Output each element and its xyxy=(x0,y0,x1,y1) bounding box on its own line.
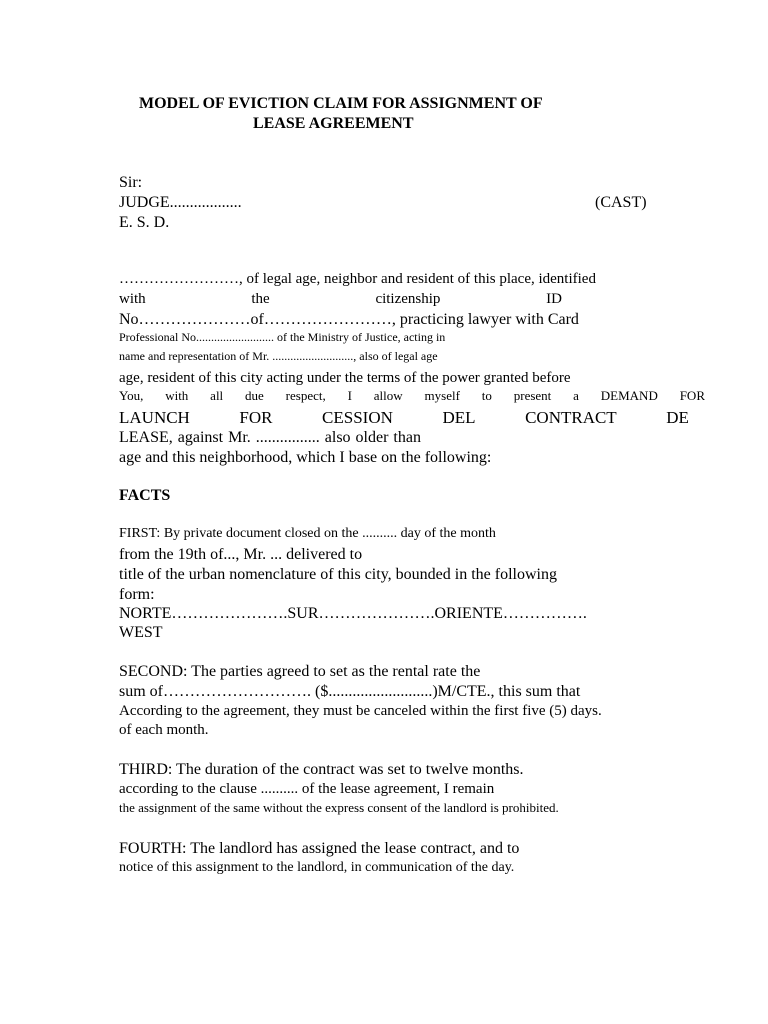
first-line-3: title of the urban nomenclature of this city, bounded in the following xyxy=(119,566,557,583)
second-line-2: sum of………………………. ($..........................)M/CTE., this sum that xyxy=(119,683,581,700)
intro-word: ID xyxy=(546,291,562,307)
first-line-6: WEST xyxy=(119,624,163,641)
intro-word: FOR xyxy=(239,408,273,427)
intro-word: LAUNCH xyxy=(119,408,190,427)
document-title-line-2: LEASE AGREEMENT xyxy=(253,115,414,132)
intro-word: CESSION xyxy=(322,408,393,427)
esd-line: E. S. D. xyxy=(119,214,170,231)
intro-line-5: name and representation of Mr. ..........................., also of legal age xyxy=(119,349,438,363)
intro-line-4: Professional No.......................... of the Ministry of Justice, acting in xyxy=(119,330,446,344)
first-line-4: form: xyxy=(119,586,155,603)
fourth-line-1: FOURTH: The landlord has assigned the lease contract, and to xyxy=(119,840,520,857)
intro-line-9: LEASE, against Mr. ................ also older than xyxy=(119,429,421,446)
second-line-4: of each month. xyxy=(119,722,209,738)
intro-line-6: age, resident of this city acting under the terms of the power granted before xyxy=(119,370,571,386)
intro-word: citizenship xyxy=(375,291,441,307)
intro-word: with xyxy=(119,291,146,307)
intro-word: the xyxy=(251,291,270,307)
first-line-1: FIRST: By private document closed on the .......... day of the month xyxy=(119,526,496,541)
third-line-2: according to the clause .......... of the lease agreement, I remain xyxy=(119,781,495,797)
salutation: Sir: xyxy=(119,174,143,191)
intro-line-1: ……………………, of legal age, neighbor and resident of this place, identified xyxy=(119,271,596,287)
cast-label: (CAST) xyxy=(595,194,647,211)
fourth-line-2: notice of this assignment to the landlord, in communication of the day. xyxy=(119,860,515,875)
second-line-3: According to the agreement, they must be canceled within the first five (5) days. xyxy=(119,703,602,719)
intro-word: CONTRACT xyxy=(525,408,617,427)
intro-word: DE xyxy=(666,408,689,427)
second-line-1: SECOND: The parties agreed to set as the rental rate the xyxy=(119,663,481,680)
document-title-line-1: MODEL OF EVICTION CLAIM FOR ASSIGNMENT OF xyxy=(139,95,543,112)
intro-line-10: age and this neighborhood, which I base on the following: xyxy=(119,449,492,466)
intro-line-7: You, with all due respect, I allow myself to present a DEMAND FOR xyxy=(119,388,705,403)
intro-word: DEL xyxy=(442,408,476,427)
first-line-2: from the 19th of..., Mr. ... delivered to xyxy=(119,546,363,563)
judge-line: JUDGE.................. xyxy=(119,194,242,211)
third-line-3: the assignment of the same without the express consent of the landlord is prohibited. xyxy=(119,800,559,815)
intro-line-2 xyxy=(119,292,562,307)
intro-line-3: No…………………of……………………, practicing lawyer with Card xyxy=(119,311,579,328)
third-line-1: THIRD: The duration of the contract was set to twelve months. xyxy=(119,761,524,778)
first-line-5: NORTE………………….SUR………………….ORIENTE……………. xyxy=(119,605,587,622)
facts-heading: FACTS xyxy=(119,487,171,504)
intro-line-8 xyxy=(119,409,689,426)
